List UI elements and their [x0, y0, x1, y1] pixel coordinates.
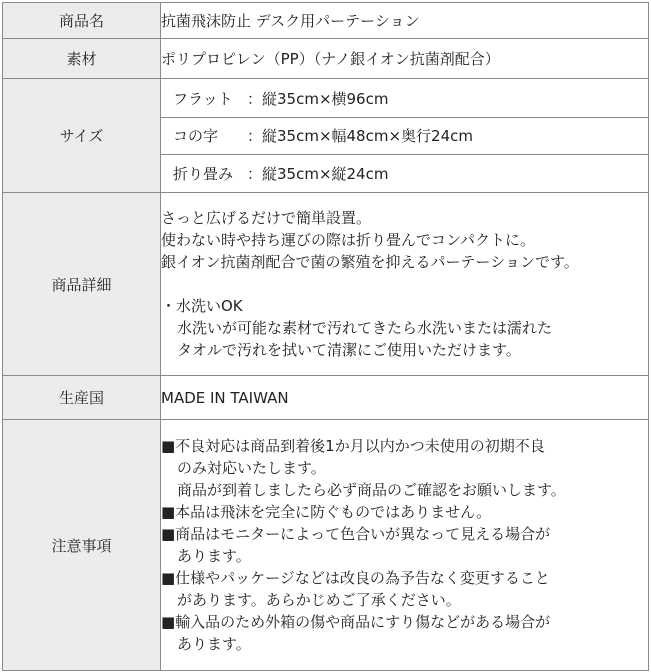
notes-line: ■仕様やパッケージなどは改良の為予告なく変更すること [161, 569, 550, 587]
origin-label: 生産国 [3, 376, 161, 420]
details-value [161, 193, 649, 376]
material-label: 素材 [3, 39, 161, 79]
size-cell [161, 79, 649, 193]
details-line: 銀イオン抗菌剤配合で菌の繁殖を抑えるパーテーションです。 [161, 253, 579, 271]
details-bullet-line: 水洗いが可能な素材で汚れてきたら水洗いまたは濡れた [177, 319, 553, 337]
size-label: サイズ [3, 79, 161, 193]
size-folded [161, 155, 648, 192]
notes-line: ■本品は飛沫を完全に防ぐものではありません。 [161, 503, 492, 521]
details-label: 商品詳細 [3, 193, 161, 376]
notes-line: 商品が到着しましたら必ず商品のご確認をお願いします。 [177, 481, 566, 499]
material-value: ポリプロピレン（PP）（ナノ銀イオン抗菌剤配合） [161, 39, 649, 79]
notes-row [3, 420, 649, 671]
size-u-shape [161, 118, 648, 155]
notes-line: ■商品はモニターによって色合いが異なって見える場合が [161, 525, 551, 543]
size-u-shape-value: ：縦35cm×幅48cm×奥行24cm [247, 127, 473, 145]
size-flat [161, 80, 648, 118]
origin-row [3, 376, 649, 420]
product-name-value: 抗菌飛沫防止 デスク用パーテーション [161, 3, 649, 39]
details-row [3, 193, 649, 376]
notes-value [161, 420, 649, 671]
notes-label: 注意事項 [3, 420, 161, 671]
notes-line: ■輸入品のため外箱の傷や商品にすり傷などがある場合が [161, 613, 551, 631]
origin-value: MADE IN TAIWAN [161, 376, 649, 420]
details-line: さっと広げるだけで簡単設置。 [161, 209, 372, 227]
product-spec-table [2, 2, 649, 671]
size-flat-value: ：縦35cm×横96cm [247, 89, 389, 108]
notes-line: のみ対応いたします。 [177, 459, 326, 477]
product-name-row [3, 3, 649, 39]
details-line: 使わない時や持ち運びの際は折り畳んでコンパクトに。 [161, 231, 535, 249]
notes-line: ■不良対応は商品到着後1か月以内かつ未使用の初期不良 [161, 437, 545, 455]
notes-line: があります。あらかじめご了承ください。 [177, 591, 461, 609]
details-bullet-line: タオルで汚れを拭いて清潔にご使用いただけます。 [177, 341, 521, 359]
product-name-label: 商品名 [3, 3, 161, 39]
details-bullet: ・水洗いOK [161, 297, 243, 315]
size-u-shape-key: コの字 [173, 127, 219, 145]
size-row [3, 79, 649, 193]
size-flat-key: フラット [173, 89, 233, 108]
size-folded-key: 折り畳み [173, 164, 234, 183]
notes-line: あります。 [177, 547, 251, 565]
notes-line: あります。 [177, 635, 251, 653]
size-folded-value: ：縦35cm×縦24cm [247, 164, 389, 183]
material-row [3, 39, 649, 79]
